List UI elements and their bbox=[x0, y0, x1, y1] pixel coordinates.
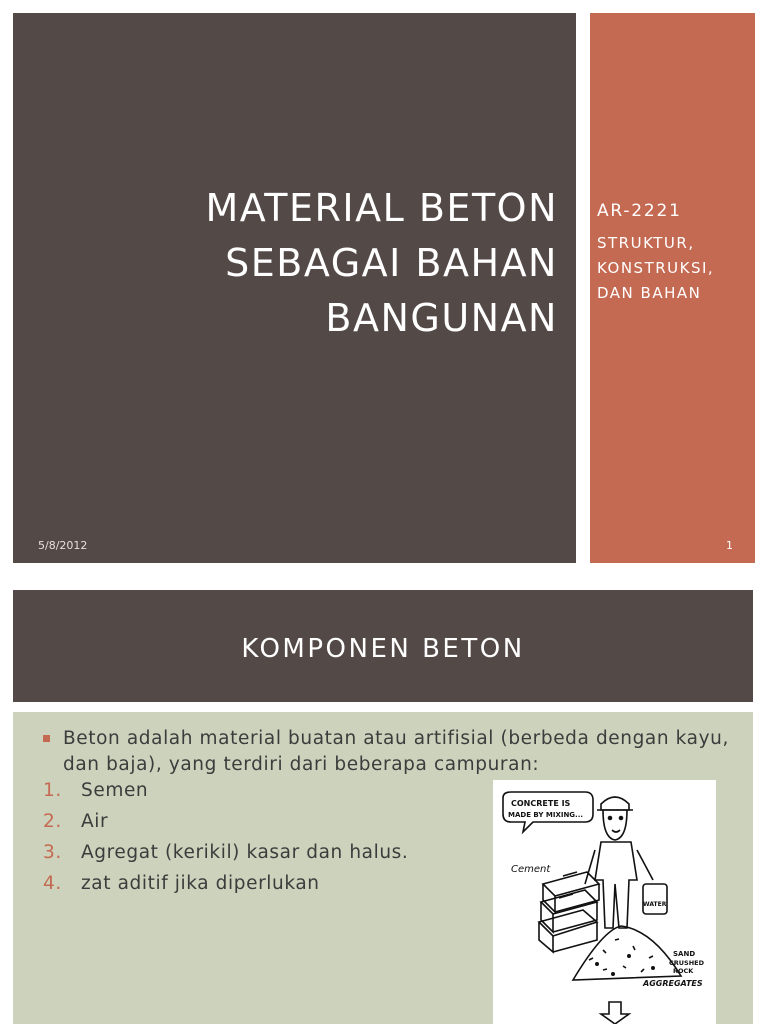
bubble-text-2: MADE BY MIXING... bbox=[508, 811, 584, 819]
component-list bbox=[43, 780, 408, 904]
list-number: 1. bbox=[43, 780, 62, 801]
course-subtitle bbox=[597, 231, 747, 306]
list-number: 3. bbox=[43, 842, 62, 863]
title-line-3: BANGUNAN bbox=[325, 296, 558, 340]
list-item bbox=[43, 811, 408, 842]
bullet-item bbox=[43, 726, 743, 778]
sand-label: SAND bbox=[673, 950, 696, 958]
water-label: WATER bbox=[643, 901, 667, 908]
slide-date: 5/8/2012 bbox=[38, 539, 88, 552]
aggregates-label: AGGREGATES bbox=[643, 979, 703, 988]
concrete-mixing-illustration bbox=[493, 780, 716, 1024]
slide-title bbox=[38, 181, 558, 346]
rock-label-1: CRUSHED bbox=[669, 959, 705, 967]
cartoon-drawing bbox=[493, 780, 716, 1024]
list-number: 2. bbox=[43, 811, 62, 832]
rock-label-2: ROCK bbox=[673, 967, 694, 975]
subtitle-line-2: KONSTRUKSI, bbox=[597, 259, 715, 277]
list-number: 4. bbox=[43, 873, 62, 894]
list-text: Semen bbox=[81, 780, 149, 801]
content-slide-title: KOMPONEN BETON bbox=[241, 634, 525, 664]
title-slide-main-panel bbox=[13, 13, 576, 563]
title-line-2: SEBAGAI BAHAN bbox=[225, 241, 558, 285]
list-text: zat aditif jika diperlukan bbox=[81, 873, 320, 894]
list-text: Agregat (kerikil) kasar dan halus. bbox=[81, 842, 409, 863]
list-item bbox=[43, 873, 408, 904]
list-text: Air bbox=[81, 811, 109, 832]
bullet-text: Beton adalah material buatan atau artifisial (berbeda dengan kayu, dan baja), yang terdiri dari beberapa campuran: bbox=[63, 728, 729, 775]
square-bullet-icon bbox=[43, 735, 50, 742]
list-item bbox=[43, 780, 408, 811]
cement-bags bbox=[539, 872, 599, 952]
page-number: 1 bbox=[726, 539, 733, 552]
subtitle-line-1: STRUKTUR, bbox=[597, 234, 695, 252]
subtitle-line-3: DAN BAHAN bbox=[597, 284, 702, 302]
aggregate-pile bbox=[573, 926, 681, 980]
cement-label: Cement bbox=[511, 864, 551, 875]
title-slide-side-panel bbox=[590, 13, 755, 563]
content-slide-header bbox=[13, 590, 753, 702]
content-slide-body bbox=[13, 712, 753, 1024]
list-item bbox=[43, 842, 408, 873]
course-code: AR-2221 bbox=[597, 201, 682, 221]
bubble-text-1: CONCRETE IS bbox=[511, 799, 571, 808]
title-line-1: MATERIAL BETON bbox=[205, 186, 558, 230]
arrow-down-icon bbox=[601, 1002, 629, 1024]
